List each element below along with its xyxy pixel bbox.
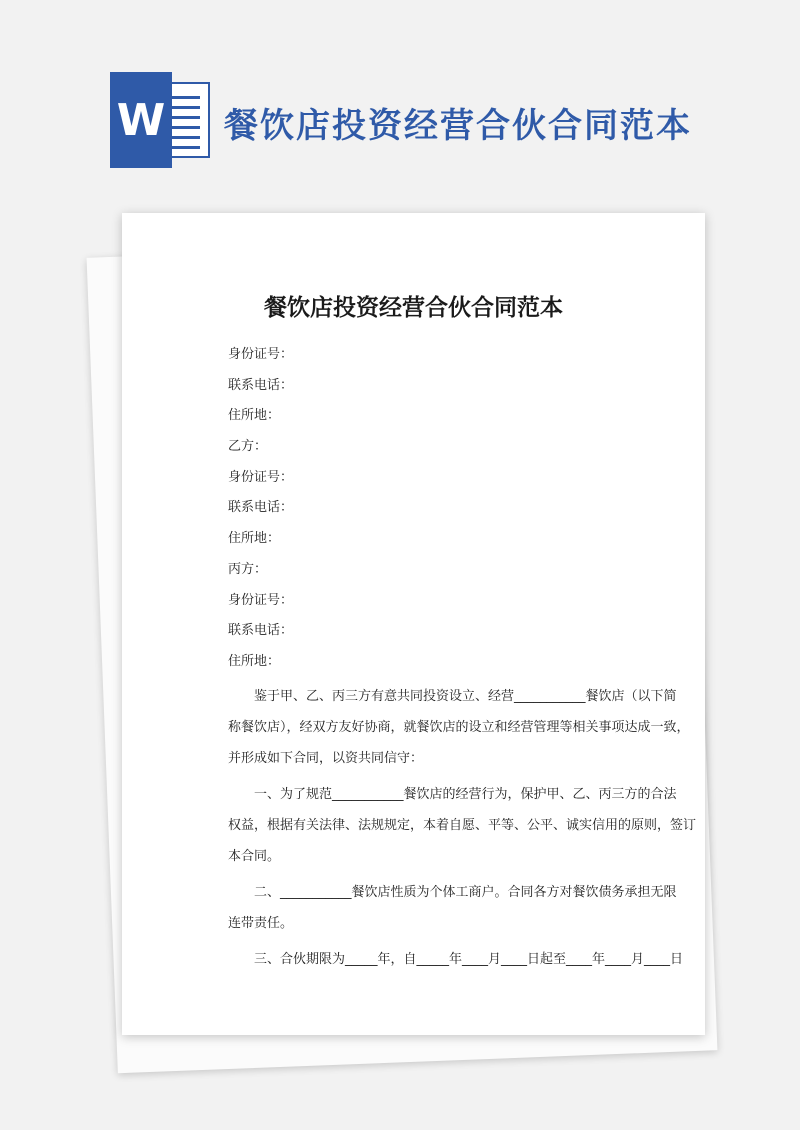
paragraph-line: 本合同。 bbox=[228, 849, 281, 864]
header-banner bbox=[0, 0, 800, 200]
field-party-c: 丙方： bbox=[228, 561, 268, 577]
field-address: 住所地： bbox=[228, 408, 281, 424]
paragraph-line: 鉴于甲、乙、丙三方有意共同投资设立、经营___________餐饮店（以下简 bbox=[254, 689, 677, 704]
word-document-icon bbox=[110, 72, 210, 168]
paragraph-line: 三、合伙期限为_____年，自_____年____月____日起至____年____月____日 bbox=[254, 952, 684, 967]
paragraph-line: 二、___________餐饮店性质为个体工商户。合同各方对餐饮债务承担无限 bbox=[254, 885, 677, 900]
contract-body bbox=[228, 681, 697, 975]
document-title: 餐饮店投资经营合伙合同范本 bbox=[264, 295, 563, 321]
field-party-b: 乙方： bbox=[228, 439, 268, 455]
field-id-number: 身份证号： bbox=[228, 347, 294, 362]
paragraph-line: 并形成如下合同，以资共同信守： bbox=[228, 751, 424, 766]
field-id-number: 身份证号： bbox=[228, 469, 294, 485]
paragraph-line: 连带责任。 bbox=[228, 916, 294, 931]
field-phone: 联系电话： bbox=[228, 623, 294, 639]
paragraph-line: 称餐饮店），经双方友好协商，就餐饮店的设立和经营管理等相关事项达成一致， bbox=[228, 720, 690, 735]
field-phone: 联系电话： bbox=[228, 377, 294, 393]
word-letter-icon: W bbox=[110, 72, 172, 168]
field-phone: 联系电话： bbox=[228, 500, 294, 516]
field-address: 住所地： bbox=[228, 653, 281, 669]
paragraph-line: 权益，根据有关法律、法规规定，本着自愿、平等、公平、诚实信用的原则，签订 bbox=[228, 818, 697, 833]
field-id-number: 身份证号： bbox=[228, 592, 294, 608]
document-page bbox=[122, 213, 705, 1035]
party-fields bbox=[228, 345, 293, 683]
paragraph-line: 一、为了规范___________餐饮店的经营行为，保护甲、乙、丙三方的合法 bbox=[254, 787, 677, 802]
field-address: 住所地： bbox=[228, 531, 281, 547]
banner-title: 餐饮店投资经营合伙合同范本 bbox=[224, 106, 692, 146]
